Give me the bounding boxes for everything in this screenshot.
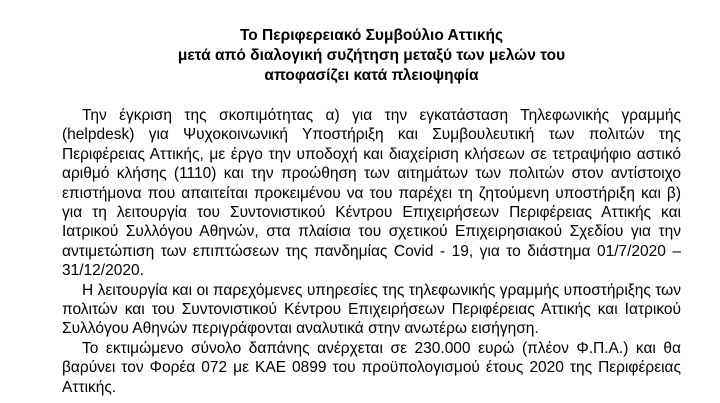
heading-line: αποφασίζει κατά πλειοψηφία bbox=[264, 67, 479, 84]
document-page bbox=[62, 26, 681, 397]
services-paragraph: Η λειτουργία και οι παρεχόμενες υπηρεσίες της τηλεφωνικής γραμμής υποστήριξης των πολιτών και του Συντονιστικού Κέντρου Επιχειρήσεων Περιφέρειας Αττικής και Ιατρικού Συλλόγου Αθηνών περιγράφονται αναλυτικά στην ανωτέρω εισήγηση. bbox=[62, 281, 681, 338]
approval-paragraph: Την έγκριση της σκοπιμότητας α) για την εγκατάσταση Τηλεφωνικής γραμμής (helpdesk) για Ψυχοκοινωνική Υποστήριξη και Συμβουλευτική των πολιτών της Περιφέρειας Αττικής, με έργο την υποδοχή και διαχείριση κλήσεων σε τετραψήφιο αστικό αριθμό κλήσης (1110) και την προώθηση των αιτημάτων των πολιτών στον αντίστοιχο επιστήμονα που απαιτείται προκειμένου να του παρέχει τη ζητούμενη υποστήριξη και β) για τη λειτουργία του Συντονιστικού Κέντρου Επιχειρήσεων Περιφέρειας Αττικής και Ιατρικού Συλλόγου Αθηνών, στα πλαίσια του σχετικού Επιχειρησιακού Σχεδίου για την αντιμετώπιση των επιπτώσεων της πανδημίας Covid - 19, για το διάστημα 01/7/2020 – 31/12/2020. bbox=[62, 107, 681, 280]
heading-line: μετά από διαλογική συζήτηση μεταξύ των μελών του bbox=[177, 47, 566, 64]
cost-paragraph: Το εκτιμώμενο σύνολο δαπάνης ανέρχεται σε 230.000 ευρώ (πλέον Φ.Π.Α.) και θα βαρύνει τον Φορέα 072 με ΚΑΕ 0899 του προϋπολογισμού έτους 2020 της Περιφέρειας Αττικής. bbox=[62, 339, 681, 396]
decision-heading bbox=[62, 26, 681, 86]
heading-line: Το Περιφερειακό Συμβούλιο Αττικής bbox=[239, 27, 504, 44]
